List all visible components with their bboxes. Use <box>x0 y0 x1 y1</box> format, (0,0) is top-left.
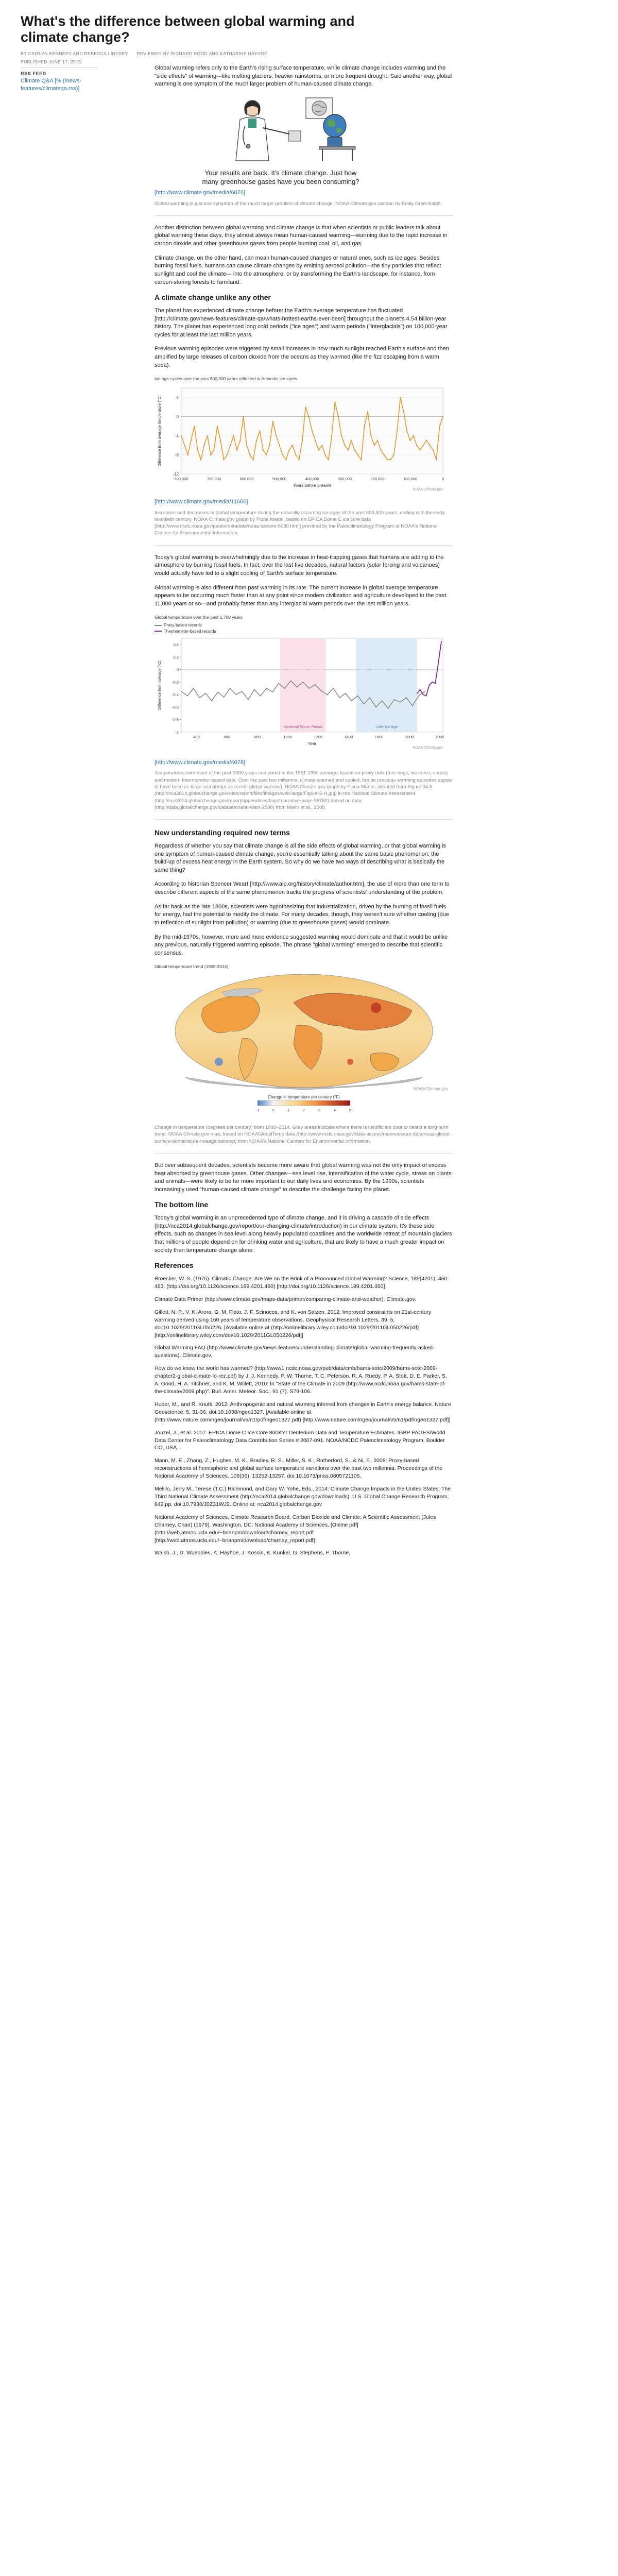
data-point <box>217 692 218 693</box>
data-point <box>279 445 280 446</box>
section1-paragraph-1: Another distinction between global warming and climate change is that when scientists or public leaders talk about global warming these days, they almost always mean human-caused warming—warming due to the rapid increase in carbon dioxide and other greenhouse gases from people burning coal, oil, and gas. <box>154 224 448 247</box>
data-point <box>305 407 306 408</box>
data-point <box>205 693 206 694</box>
data-point <box>308 416 310 417</box>
data-point <box>248 699 249 700</box>
clipboard-icon <box>288 131 301 141</box>
data-point <box>341 435 342 436</box>
data-point <box>388 708 389 709</box>
x-tick-label: 800,000 <box>174 477 188 482</box>
data-point <box>204 445 205 446</box>
article-body <box>154 64 453 1562</box>
data-point <box>292 445 293 446</box>
ice-age-chart-title: Ice age cycles over the past 800,000 years reflected in Antarctic ice cores <box>154 376 297 382</box>
y-tick-label: 0 <box>176 414 179 419</box>
y-tick-label: -12 <box>173 472 179 477</box>
data-point <box>242 691 243 692</box>
data-point <box>331 435 332 436</box>
map-color-scale <box>258 1100 350 1106</box>
data-point <box>184 445 185 446</box>
y-tick-label: -1 <box>175 730 179 735</box>
millennia-chart <box>154 634 453 753</box>
data-point <box>197 450 198 451</box>
legend-swatch-proxy <box>154 625 162 626</box>
data-point <box>351 440 352 441</box>
data-point <box>207 435 208 436</box>
reference-item: Mann, M. E., Zhang, Z., Hughes, M. K., Bradley, R. S., Miller, S. K., Rutherford, S., & Ni, F., 2008: Proxy-based reconstructions of hemispheric and global surface temperature variations over the past two millennia. Proceedings of the National Academy of Sciences, 105(36), 13252-13257. doi:10.1073/pnas.0805721105. <box>154 1458 443 1480</box>
data-point <box>390 460 391 461</box>
data-point <box>442 416 443 417</box>
data-point <box>370 435 371 436</box>
map-credit: NOAA Climate.gov <box>414 1087 448 1092</box>
y-axis-label: Difference from average (°C) <box>157 660 162 710</box>
cartoon-media-link[interactable]: [http://www.climate.gov/media/6076] <box>154 189 246 196</box>
x-tick-label: 600,000 <box>239 477 254 482</box>
byline-authors: BY CAITLYN KENNEDY AND REBECCA LINDSEY <box>21 50 128 56</box>
x-tick-label: 2000 <box>435 735 444 740</box>
y-tick-label: 0.4 <box>173 642 179 648</box>
data-point <box>325 454 326 455</box>
y-tick-label: -0.4 <box>172 692 179 698</box>
data-point <box>426 440 427 441</box>
data-point <box>260 696 261 697</box>
data-point <box>315 684 316 685</box>
data-point <box>302 440 303 441</box>
data-point <box>199 698 200 699</box>
data-point <box>413 435 414 436</box>
data-point <box>377 440 378 441</box>
byline-reviewers: REVIEWED BY RICHARD ROOD AND KATHARINE HAYHOE <box>136 50 268 56</box>
reference-item: Walsh, J., D. Wuebbles, K. Hayhoe, J. Kossin, K. Kunkel, G. Stephens, P. Thorne, <box>154 1550 351 1556</box>
data-point <box>429 685 430 686</box>
ice-age-chart <box>154 384 453 492</box>
x-tick-label: 1000 <box>283 735 293 740</box>
reference-item: Gillett, N. P., V. K. Arora, G. M. Flato, J. F. Scinocca, and K. von Salzen, 2012: Improved constraints on 21st-century warming derived using 160 years of temperature observations. Geophysical Research Letters, 39, 5, doi:10.1029/2011GL050226. [Available online at (http://onlinelibrary.wiley.com/doi/10.1029/2011GL050226/pdf) [http://onlinelibrary.wiley.com/doi/10.1029/2011GL050226/pdf]] <box>154 1309 432 1338</box>
section2-paragraph-4: Global warming is also different from past warming in its rate. The current increase in global average temperature appears to be occurring much faster than at any point since modern civilization and agriculture developed in the past 11,000 years or so—and probably faster than any interglacial warm periods over the last million years. <box>154 584 447 607</box>
map-legend-tick: 5 <box>349 1108 352 1113</box>
data-point <box>367 412 368 413</box>
millennia-chart-figure <box>154 614 453 755</box>
page-title: What's the difference between global warming and climate change? <box>21 13 355 45</box>
data-point <box>333 688 334 689</box>
published-date: PUBLISHED JUNE 17, 2015 <box>21 59 81 64</box>
legend-swatch-thermometer <box>154 631 162 632</box>
data-point <box>424 691 425 692</box>
data-point <box>400 397 401 398</box>
rss-feed-link[interactable]: Climate Q&A [% (/news-features/climateqa.rss)] <box>21 77 81 92</box>
map-legend-title: Change in temperature per century (°F) <box>268 1095 340 1100</box>
data-point <box>299 460 300 461</box>
data-point <box>230 445 231 446</box>
data-point <box>246 445 247 446</box>
data-point <box>423 694 424 695</box>
data-point <box>393 454 394 455</box>
ice-age-media-link[interactable]: [http://www.climate.gov/media/11666] <box>154 498 248 505</box>
byline <box>21 50 597 57</box>
data-point <box>187 696 188 697</box>
x-tick-label: 1800 <box>405 735 414 740</box>
data-point <box>380 450 381 451</box>
data-point <box>272 421 273 422</box>
data-point <box>233 435 234 436</box>
data-point <box>418 696 419 697</box>
data-point <box>436 460 437 461</box>
legend-label-proxy: Proxy-based records <box>164 623 202 628</box>
y-tick-label: -0.6 <box>172 705 179 710</box>
data-point <box>210 454 211 455</box>
section3-paragraph-5: But over subsequent decades, scientists became more aware that global warming was not the only impact of excess heat absorbed by greenhouse gases. Other changes—sea level rise, intensification of the water cycle, stress on plants and animals—were likely to be far more important to our daily lives and economies. By the 1990s, scientists increasingly used "human-caused climate change" to describe the challenge facing the planet. <box>154 1162 452 1193</box>
data-point <box>253 460 254 461</box>
x-tick-label: 600 <box>224 735 230 740</box>
x-tick-label: 1400 <box>344 735 353 740</box>
millennia-caption: Temperatures over most of the past 2000 years compared to the 1961-1990 average, based on proxy data (tree rings, ice cores, corals) and modern thermometer-based data. Over the past two millennia, climate warmed and cooled, but no previous warming episodes appear to have been as large and abrupt as recent global warming. NOAA Climate.gov graph by Fiona Martin, adapted from Figure 34.5 (http://nca2014.globalchange.gov/sites/report/files/images/web-large/Figure-5-H.jpg) in the National Climate Assessment (http://nca2014.globalchange.gov/report/appendices/faqs#narrative-page-38782) based on data (http://data.globalchange.gov/dataset/mann-wahl-2008) from Mann et al., 2008. <box>154 770 453 810</box>
data-point <box>438 663 439 664</box>
map-legend-tick: 1 <box>287 1108 290 1113</box>
shaded-period-label: Little Ice Age <box>375 724 398 730</box>
data-point <box>272 692 273 693</box>
data-point <box>432 682 433 683</box>
section2-paragraph-3: Today's global warming is overwhelmingly due to the increase in heat-trapping gases that humans are adding to the atmosphere by burning fossil fuels. In fact, over the last five decades, natural factors (solar forcing and volcanoes) would actually have led to a slight cooling of Earth's surface temperature. <box>154 554 444 577</box>
data-point <box>374 445 375 446</box>
data-point <box>211 701 212 702</box>
map-caption: Change in temperature (degrees per century) from 1900–2014. Gray areas indicate where there is insufficient data to detect a long-term trend. NOAA Climate.gov map, based on NOAAGlobalTemp data (http://www.ncdc.noaa.gov/data-access/marineocean-data/noaa-global-surface-temperature-noaaglobaltemp) from NOAA's National Centers for Environmental Information. <box>154 1125 451 1144</box>
section1-paragraph-2: Climate change, on the other hand, can mean human-caused changes or natural ones, such as ice ages. Besides burning fossil fuels, humans can cause climate changes by emitting aerosol pollution—the tiny particles that reflect sunlight and cool the climate— into the atmosphere, or by transforming the Earth's landscape, for instance, from carbon-storing forests to farmland. <box>154 255 441 285</box>
map-legend-tick: 4 <box>333 1108 336 1113</box>
y-tick-label: -0.2 <box>172 680 179 685</box>
data-point <box>400 702 401 703</box>
data-point <box>394 699 395 700</box>
map-legend-tick: -1 <box>255 1108 260 1113</box>
data-point <box>321 445 322 446</box>
data-point <box>315 440 316 441</box>
data-point <box>302 682 303 683</box>
y-axis-label: Difference from average temperature (°C) <box>157 395 162 467</box>
data-point <box>433 450 434 451</box>
data-point <box>220 440 221 441</box>
x-tick-label: 700,000 <box>207 477 221 482</box>
millennia-media-link[interactable]: [http://www.climate.gov/media/4078] <box>154 759 246 766</box>
y-tick-label: -8 <box>175 453 179 458</box>
map-legend-ticks <box>256 1108 351 1112</box>
data-point <box>278 683 279 684</box>
divider <box>154 819 453 820</box>
data-point <box>369 698 370 699</box>
data-point <box>193 688 194 689</box>
data-point <box>194 426 195 427</box>
map-legend-tick: 0 <box>271 1108 274 1113</box>
divider <box>154 545 453 546</box>
section3-paragraph-1: Regardless of whether you say that climate change is all the side effects of global warming, or that global warming is one symptom of human-caused climate change, you're essentially talking about the same basic phenomenon: the build-up of excess heat energy in the Earth system. So why do we have two ways of describing what is basically the same thing? <box>154 843 446 873</box>
data-point <box>410 440 411 441</box>
data-point <box>227 454 228 455</box>
section3-paragraph-2: According to historian Spencer Weart [http://www.aip.org/history/climate/author.htm], the use of more than one term to describe different aspects of the same phenomenon tracks the progress of scientists' understanding of the problem. <box>154 881 450 896</box>
ice-age-caption: Increases and decreases in global temperature during the naturally occurring ice ages of the past 800,000 years, ending with the early twentieth century. NOAA Climate.gov graph by Fiona Martin, based on EPICA Dome C ice core data [http://www.ncdc.noaa.gov/paleo/metadata/noaa-icecore-6080.html] provided by the Paleoclimatology Program at NOAA's National Centers for Environmental Information. <box>154 510 445 536</box>
data-point <box>384 454 385 455</box>
data-point <box>364 426 365 427</box>
data-point <box>181 691 182 692</box>
data-point <box>327 694 328 695</box>
x-tick-label: 400,000 <box>305 477 319 482</box>
data-point <box>354 450 355 451</box>
article-header <box>21 13 597 65</box>
section2-heading: A climate change unlike any other <box>154 293 271 302</box>
data-point <box>256 440 257 441</box>
data-point <box>406 431 407 432</box>
reference-item: Global Warming FAQ (http://www.climate.gov/news-features/understanding-climate/global-warming-frequently-asked-questions). Climate.gov. <box>154 1345 435 1359</box>
data-point <box>276 435 277 436</box>
data-point <box>318 450 319 451</box>
divider <box>154 215 453 216</box>
data-point <box>243 416 244 417</box>
cartoon-figure <box>196 95 366 186</box>
data-point <box>224 697 225 698</box>
cartoon-speech-caption: Your results are back. It's climate change. Just how many greenhouse gases have you been consuming? <box>202 169 359 185</box>
data-point <box>200 460 201 461</box>
temperature-trend-map <box>154 972 453 1121</box>
data-point <box>335 402 336 403</box>
millennia-chart-legend <box>154 629 453 634</box>
data-point <box>357 696 358 697</box>
map-title: Global temperature trend (1900-2014) <box>154 964 229 970</box>
data-point <box>439 426 440 427</box>
reference-item: Huber, M., and R. Knutti, 2012: Anthropogenic and natural warming inferred from changes in Earth's energy balance. Nature Geoscience, 5, 31-36, doi:10.1038/ngeo1327. [Available online at (http://www.nature.com/ngeo/journal/v5/n1/pdf/ngeo1327.pdf) [http://www.nature.com/ngeo/journal/v5/n1/pdf/ngeo1327.pdf]] <box>154 1401 451 1423</box>
data-point <box>254 689 255 690</box>
data-point <box>382 701 383 702</box>
y-tick-label: -4 <box>175 434 179 439</box>
data-point <box>441 641 442 642</box>
x-axis-label: Years before present <box>293 483 331 488</box>
data-point <box>439 652 440 653</box>
rss-feed-sidebar <box>21 67 98 93</box>
data-point <box>435 683 436 684</box>
millennia-chart-title: Global temperature over the past 1,700 years <box>154 615 243 620</box>
reference-item: National Academy of Sciences, Climate Research Board, Carbon Dioxide and Climate: A Scientific Assessment (Jules Charney, Chair) (1979). Washington, DC: National Academy of Sciences. [Online pdf] (http://web.atmos.ucla.edu/~brianpm/download/charney_report.pdf [http://web.atmos.ucla.edu/~brianpm/download/charney_report.pdf] <box>154 1514 436 1544</box>
data-point <box>403 412 404 413</box>
shaded-period-label: Medieval Warm Period <box>283 724 323 730</box>
temperature-trend-map-figure <box>154 963 453 1124</box>
section3-paragraph-4: By the mid-1970s, however, more and more evidence suggested warming would dominate and that it would be unlike any previous, naturally triggered warming episode. The phrase "global warming" emerged to describe that scientific consensus. <box>154 934 448 956</box>
data-point <box>224 460 225 461</box>
data-point <box>338 416 339 417</box>
data-point <box>308 688 310 689</box>
data-point <box>351 701 352 702</box>
section2-paragraph-2: Previous warming episodes were triggered by small increases in how much sunlight reached Earth's surface and then amplified by large releases of carbon dioxide from the oceans as they warmed (like the fizz escaping from a warm soda). <box>154 346 449 368</box>
data-point <box>406 698 407 699</box>
x-tick-label: 800 <box>254 735 261 740</box>
data-point <box>420 689 421 690</box>
section2-paragraph-1: The planet has experienced climate change before: the Earth's average temperature has fluctuated [http://climate.gov/news-features/climate-qa/whats-hottest-earths-ever-been] throughout the planet's 4.54 billion-year history. The planet has experienced long cold periods ("ice ages") and warm periods ("interglacials") on 100,000-year cycles for at least the last million years. <box>154 307 448 338</box>
data-point <box>312 431 313 432</box>
data-point <box>290 681 291 682</box>
data-point <box>397 431 398 432</box>
data-point <box>181 435 182 436</box>
data-point <box>387 460 388 461</box>
data-point <box>375 707 376 708</box>
data-point <box>285 460 286 461</box>
data-point <box>339 698 340 699</box>
doctor-earth-cartoon <box>196 95 366 164</box>
map-legend-tick: 2 <box>302 1108 305 1113</box>
reference-item: Melillo, Jerry M., Terese (T.C.) Richmond, and Gary W. Yohe, Eds., 2014: Climate Change Impacts in the United States: The Third National Climate Assessment (http://nca2014.globalchange.gov/downloads). U.S. Global Change Research Program, 842 pp. doi:10.7930/J0Z31WJ2. Online at: nca2014.globalchange.gov <box>154 1486 451 1507</box>
data-point <box>266 454 267 455</box>
y-tick-label: -0.8 <box>172 717 179 722</box>
data-point <box>235 694 236 695</box>
y-tick-label: 4 <box>176 395 179 400</box>
x-tick-label: 1200 <box>314 735 323 740</box>
references-list <box>154 1275 453 1557</box>
references-heading: References <box>154 1261 194 1270</box>
chart-credit: NOAA Climate.gov <box>413 746 443 750</box>
data-point <box>282 454 283 455</box>
ice-age-chart-figure <box>154 376 453 495</box>
legend-label-thermometer: Thermometer-based records <box>164 629 216 634</box>
data-point <box>263 450 264 451</box>
data-point <box>187 454 188 455</box>
data-point <box>217 426 218 427</box>
x-axis-label: Year <box>307 741 317 747</box>
data-point <box>266 688 267 689</box>
map-legend-tick: 3 <box>318 1108 321 1113</box>
data-point <box>260 431 261 432</box>
data-point <box>284 688 285 689</box>
data-point <box>249 454 250 455</box>
data-point <box>321 690 322 691</box>
data-point <box>345 445 346 446</box>
x-tick-label: 400 <box>193 735 200 740</box>
section4-paragraph-1: Today's global warming is an unprecedented type of climate change, and it is driving a cascade of side effects (http://nca2014.globalchange.gov/report/our-changing-climate/introduction) in our climate system. It's these side effects, such as changes in sea level along heavily populated coastlines and the worldwide retreat of mountain glaciers that millions of people depend on for drinking water and agriculture, that are likely to have a much greater impact on society than temperature change alone. <box>154 1215 452 1253</box>
data-point <box>423 445 424 446</box>
data-point <box>236 450 237 451</box>
data-point <box>348 450 349 451</box>
divider <box>154 1153 453 1154</box>
data-point <box>269 445 270 446</box>
data-point <box>426 696 427 697</box>
x-tick-label: 200,000 <box>370 477 385 482</box>
rss-feed-tag: RSS FEED <box>21 67 98 77</box>
data-point <box>357 454 358 455</box>
data-point <box>345 693 346 694</box>
shaded-period <box>356 638 417 732</box>
data-point <box>416 445 417 446</box>
reference-item: How do we know the world has warmed? (http://www1.ncdc.noaa.gov/pub/data/cmb/bams-sotc/2009/bams-sotc-2009-chapter2-global-climate-lo-rez.pdf) by J. J. Kennedy, P. W. Thorne, T. C. Peterson, R. A. Ruedy, P. A. Stott, D. E. Parker, S. A. Good, H. A. Titchner, and K. M. Willett, 2010: In "State of the Climate in 2009 (http://www.ncdc.noaa.gov/bams-state-of-the-climate/2009.php)". Bull. Amer. Meteor. Soc., 91 (7), S79-106. <box>154 1365 447 1395</box>
x-tick-label: 500,000 <box>272 477 287 482</box>
data-point <box>239 440 241 441</box>
data-point <box>412 705 413 706</box>
x-tick-label: 0 <box>441 477 444 482</box>
data-point <box>360 460 362 461</box>
y-tick-label: 0 <box>176 667 179 672</box>
section3-paragraph-3: As far back as the late 1800s, scientists were hypothesizing that industrialization, driven by the burning of fossil fuels for energy, had the potential to modify the climate. For many decades, though, they weren't sure whether cooling (due to reflection of sunlight from pollution) or warming (due to greenhouse gases) would dominate. <box>154 903 449 926</box>
data-point <box>417 693 418 694</box>
data-point <box>420 450 421 451</box>
data-point <box>230 688 231 689</box>
data-point <box>297 687 298 688</box>
reference-item: Climate Data Primer (http://www.climate.gov/maps-data/primer/comparing-climate-and-weather). Climate.gov. <box>154 1296 417 1302</box>
data-point <box>295 454 296 455</box>
data-point <box>364 704 365 705</box>
x-tick-label: 100,000 <box>403 477 418 482</box>
xray-earth-icon <box>312 101 327 115</box>
x-tick-label: 300,000 <box>337 477 352 482</box>
chart-credit: NOAA Climate.gov <box>413 488 443 492</box>
reference-item: Broecker, W. S. (1975). Climatic Change: Are We on the Brink of a Pronounced Global Warming? Science, 189(4201), 460–463. (http://doi.org/10.1126/science.189.4201.460) [http://doi.org/10.1126/science.189.4201.460] <box>154 1276 451 1290</box>
cartoon-caption: Global warming is just one symptom of the much larger problem of climate change. NOAA Climate.gov cartoon by Emily Greenhalgh. <box>154 200 442 207</box>
data-point <box>430 445 431 446</box>
intro-paragraph: Global warming refers only to the Earth's rising surface temperature, while climate change includes warming and the "side effects" of warming—like melting glaciers, heavier rainstorms, or more frequent drought. Said another way, global warming is one symptom of the much larger problem of human-caused climate change. <box>154 65 452 88</box>
data-point <box>328 460 329 461</box>
y-tick-label: 0.2 <box>173 655 179 660</box>
reference-item: Jouzel, J., et al. 2007. EPICA Dome C Ice Core 800KYr Deuterium Data and Temperature Estimates. IGBP PAGES/World Data Center for Paleoclimatology Data Contribution Series # 2007-091. NOAA/NCDC Paleoclimatology Program, Boulder CO, USA. <box>154 1429 445 1451</box>
x-tick-label: 1600 <box>374 735 384 740</box>
millennia-chart-legend <box>154 622 453 628</box>
data-point <box>214 450 215 451</box>
data-point <box>191 440 192 441</box>
data-point <box>289 450 290 451</box>
section4-heading: The bottom line <box>154 1200 209 1209</box>
section3-heading: New understanding required new terms <box>154 828 290 837</box>
